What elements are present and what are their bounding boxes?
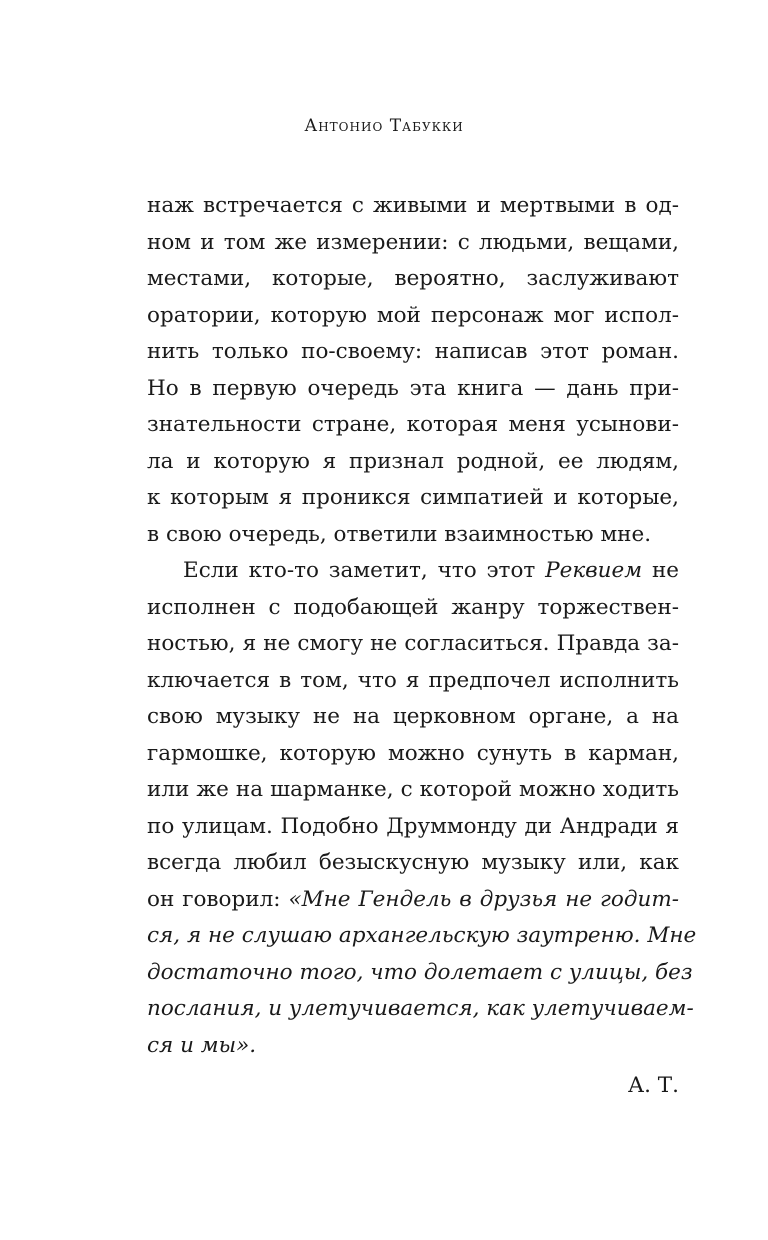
- text-line: [147, 882, 679, 919]
- title-italic: Реквием: [545, 558, 643, 583]
- text-line: всегда любил безыскусную музыку или, как: [147, 850, 679, 875]
- quote-line: ся, я не слушаю архангельскую заутреню. Мне: [147, 923, 697, 948]
- text-line: нить только по-своему: написав этот роман.: [147, 339, 679, 364]
- text-line: по улицам. Подобно Друммонду ди Андради я: [147, 813, 679, 839]
- body-text: [147, 188, 697, 1105]
- text-line: знательности стране, которая меня усынови-: [147, 412, 679, 437]
- text-line: Но в первую очередь эта книга — дань при-: [147, 375, 679, 401]
- text-line: местами, которые, вероятно, заслуживают: [147, 266, 679, 291]
- text-line: ла и которую я признал родной, ее людям,: [147, 448, 679, 474]
- text-line: к которым я проникся симпатией и которые,: [147, 485, 679, 510]
- text-run: Если кто-то заметит, что этот: [183, 558, 546, 583]
- text-line: ностью, я не смогу не согласиться. Правда за-: [147, 631, 679, 656]
- text-line: ключается в том, что я предпочел исполнить: [147, 667, 679, 693]
- author-signature: А. Т.: [627, 1073, 679, 1098]
- quote-line: послания, и улетучивается, как улетучиваем-: [147, 996, 694, 1021]
- quote-line: ся и мы».: [147, 1032, 257, 1058]
- running-head: Антонио Табукки: [304, 116, 464, 136]
- text-line: исполнен с подобающей жанру торжествен-: [147, 594, 679, 620]
- text-line: гармошке, которую можно сунуть в карман,: [147, 740, 679, 766]
- text-line: или же на шарманке, с которой можно ходить: [147, 777, 679, 802]
- quote-line: достаточно того, что долетает с улицы, без: [147, 959, 693, 985]
- quote-italic: «Мне Гендель в друзья не годит-: [288, 886, 679, 912]
- text-line: [147, 553, 679, 590]
- text-line: оратории, которую мой персонаж мог испол-: [147, 302, 679, 328]
- text-line: наж встречается с живыми и мертвыми в од-: [147, 193, 679, 218]
- text-line: свою музыку не на церковном органе, а на: [147, 704, 679, 729]
- text-run: не: [642, 558, 679, 583]
- text-line: ном и том же измерении: с людьми, вещами,: [147, 229, 679, 255]
- text-run: он говорил:: [147, 886, 289, 912]
- text-line: в свою очередь, ответили взаимностью мне.: [147, 521, 652, 547]
